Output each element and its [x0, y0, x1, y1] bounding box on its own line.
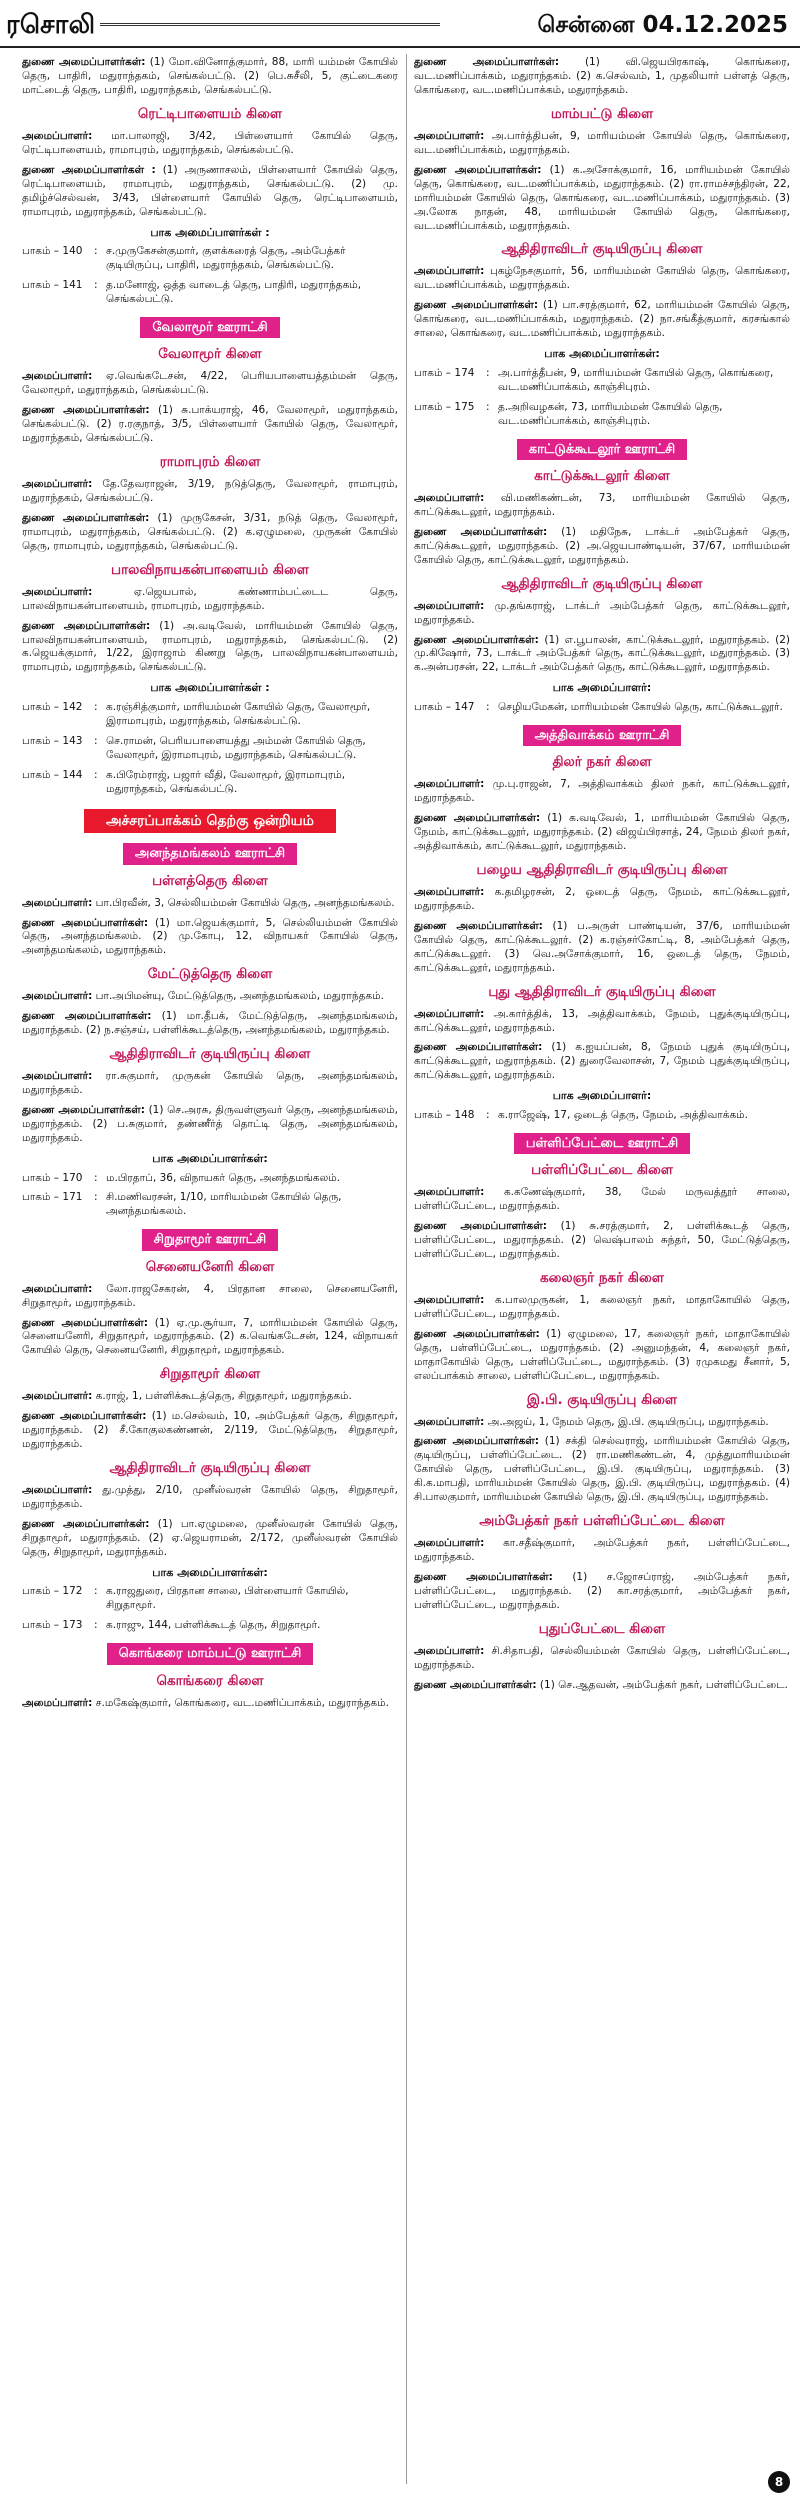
entry-paragraph — [22, 1518, 398, 1560]
booth-person: க.ராஜேஷ், 17, ஒடைத் தெரு, நேமம், அத்திவாக்கம். — [498, 1108, 748, 1121]
branch-heading: மாம்பட்டு கிளை — [550, 105, 654, 122]
entry-paragraph — [414, 1328, 790, 1384]
entry-paragraph — [22, 1317, 398, 1359]
booth-number: பாகம் – 148 — [414, 1108, 475, 1121]
role-label: துணை அமைப்பாளர்கள்: — [22, 619, 151, 632]
masthead-title: ரசொலி — [6, 10, 96, 40]
role-label: துணை அமைப்பாளர்கள்: — [22, 1104, 145, 1117]
branch-heading: செனையனேரி கிளை — [145, 1258, 275, 1275]
panchayat-heading-wrap — [414, 1133, 790, 1154]
role-label: துணை அமைப்பாளர்கள்: — [414, 163, 542, 176]
role-label: அமைப்பாளர்: — [414, 885, 485, 898]
entry-text: அ.பார்த்திபன், 9, மாரியம்மன் கோயில் தெரு, கொங்கரை, வட.மணிப்பாக்கம், மதுராந்தகம். — [414, 129, 790, 156]
entry-text: (1) ப.அருள் பாண்டியன், 37/6, மாரியம்மன் கோயில் தெரு, காட்டுக்கூடலூர். (2) க.ரஞ்சர்கோட்டி, 8, அம்பேத்கர் தெரு, காட்டுக்கூடலூர். (3) வெ.அசோக்குமார், 16, ஒடைத் தெரு, நேமம், காட்டுக்கூடலூர், மதுராந்தகம். — [414, 919, 790, 974]
entry-text: (1) பா.ஏழுமலை, முனீஸ்வரன் கோயில் தெரு, சிறுதாமூர், மதுராந்தகம். (2) ஏ.ஜெயராமன், 2/172, முனீஸ்வரன் கோயில் தெரு, சிறுதாமூர், மதுராந்தகம். — [22, 1518, 398, 1558]
role-label: துணை அமைப்பாளர்கள்: — [22, 1010, 152, 1023]
branch-heading: பள்ளிப்பேட்டை கிளை — [531, 1162, 673, 1179]
entry-paragraph — [22, 1697, 398, 1711]
entry-text: மு.பு.ராஜன், 7, அத்திவாக்கம் திலர் நகர், காட்டுக்கூடலூர், மதுராந்தகம். — [414, 778, 790, 805]
role-label: அமைப்பாளர்: — [22, 896, 93, 909]
role-label: துணை அமைப்பாளர்கள்: — [414, 525, 548, 538]
role-label: அமைப்பாளர்: — [22, 1390, 93, 1403]
branch-heading: ரெட்டிபாளையம் கிளை — [137, 105, 283, 122]
branch-heading: பாலவிநாயகன்பாளையம் கிளை — [111, 561, 309, 578]
branch-heading: இ.பி. குடியிருப்பு கிளை — [526, 1391, 678, 1408]
booth-colon: : — [94, 1619, 98, 1632]
entry-paragraph — [22, 1070, 398, 1098]
entry-text: (1) சு.சரத்குமார், 2, பள்ளிக்கூடத் தெரு, பள்ளிப்பேட்டை, மதுராந்தகம். (2) வெஷ்பாலம் சுந்தர், 50, மேட்டுத்தெரு, பள்ளிப்பேட்டை, மதுராந்தகம். — [414, 1220, 790, 1260]
branch-heading: ஆதிதிராவிடர் குடியிருப்பு கிளை — [501, 575, 703, 592]
booth-entry — [22, 245, 398, 273]
entry-paragraph — [414, 1679, 790, 1693]
booth-number: பாகம் – 140 — [22, 245, 83, 258]
booth-person: செழியமேகன், மாரியம்மன் கோயில் தெரு, காட்டுக்கூடலூர். — [498, 700, 783, 713]
role-label: துணை அமைப்பாளர்கள்: — [414, 1435, 539, 1448]
booth-number: பாகம் – 143 — [22, 734, 83, 747]
entry-paragraph — [22, 370, 398, 398]
branch-heading: மேட்டுத்தெரு கிளை — [147, 966, 273, 983]
booth-colon: : — [486, 700, 490, 713]
entry-text: அ.கார்த்திக், 13, அத்திவாக்கம், நேமம், புதுக்குடியிருப்பு, காட்டுக்கூடலூர், மதுராந்தகம். — [414, 1007, 790, 1034]
entry-text: (1) மதிநேசு, டாக்டர் அம்பேத்கர் தெரு, காட்டுக்கூடலூர், மதுராந்தகம். (2) அ.ஜெயபாண்டியன், 37/67, மாரியம்மன் கோயில் தெரு, காட்டுக்கூடலூர், மதுராந்தகம். — [414, 525, 790, 566]
role-label: அமைப்பாளர்: — [22, 990, 93, 1003]
entry-text: (1) செ.அரசு, திருவள்ளுவர் தெரு, அனந்தமங்கலம், மதுராந்தகம். (2) ப.சுகுமார், தண்ணீர்த் தொட்டி தெரு, அனந்தமங்கலம், மதுராந்தகம். — [22, 1104, 398, 1144]
entry-text: (1) மா.தீபக், மேட்டுத்தெரு, அனந்தமங்கலம், மதுராந்தகம். (2) ந.சஞ்சய், பள்ளிக்கூடத்தெரு, அனந்தமங்கலம், மதுராந்தகம். — [22, 1010, 398, 1037]
booth-colon: : — [94, 279, 98, 292]
entry-paragraph — [22, 586, 398, 614]
booth-colon: : — [486, 1108, 490, 1121]
entry-paragraph — [414, 812, 790, 854]
entry-paragraph — [414, 1435, 790, 1505]
entry-paragraph — [22, 1104, 398, 1146]
union-heading: அச்சரப்பாக்கம் தெற்கு ஒன்றியம் — [84, 809, 336, 834]
booth-entry — [22, 279, 398, 307]
panchayat-heading: பள்ளிப்பேட்டை ஊராட்சி — [514, 1133, 690, 1154]
entry-paragraph — [22, 404, 398, 446]
entry-paragraph — [414, 1186, 790, 1214]
panchayat-heading: கொங்கரை மாம்பட்டு ஊராட்சி — [107, 1643, 314, 1664]
booth-section-heading: பாக அமைப்பாளர்கள்: — [152, 1151, 268, 1165]
booth-entry — [414, 367, 790, 395]
branch-heading: வேலாமூர் கிளை — [158, 346, 262, 363]
role-label: அமைப்பாளர்: — [414, 1007, 485, 1020]
role-label: துணை அமைப்பாளர்கள்: — [414, 919, 543, 932]
booth-number: பாகம் – 174 — [414, 366, 475, 379]
branch-heading: புதுப்பேட்டை கிளை — [538, 1620, 666, 1637]
role-label: அமைப்பாளர்: — [414, 1186, 485, 1199]
role-label: அமைப்பாளர்: — [414, 1644, 485, 1657]
entry-paragraph — [22, 1410, 398, 1452]
booth-person: த.மனோஜ், ஒத்த வாடைத் தெரு, பாதிரி, மதுராந்தகம், செங்கல்பட்டு. — [106, 279, 362, 306]
entry-text: மா.பாலாஜி, 3/42, பிள்ளையார் கோயில் தெரு, ரெட்டிபாளையம், ராமாபுரம், மதுராந்தகம், செங்கல்பட்டு. — [22, 129, 398, 156]
entry-text: (1) க.வடிவேல், 1, மாரியம்மன் கோயில் தெரு, நேமம், காட்டுக்கூடலூர், மதுராந்தகம். (2) விஜய்பிரசாத், 24, நேமம் திலர் நகர், அத்திவாக்கம், காட்டுக்கூடலூர், மதுராந்தகம். — [414, 812, 790, 852]
booth-section-heading: பாக அமைப்பாளர்கள் : — [150, 225, 270, 239]
role-label: அமைப்பாளர்: — [414, 265, 485, 278]
panchayat-heading-wrap — [22, 317, 398, 338]
booth-number: பாகம் – 141 — [22, 279, 83, 292]
role-label: அமைப்பாளர்: — [22, 129, 93, 142]
role-label: துணை அமைப்பாளர்கள்: — [414, 1678, 537, 1691]
entry-text: புகழ்நேசகுமார், 56, மாரியம்மன் கோயில் தெரு, கொங்கரை, வட.மணிப்பாக்கம், மதுராந்தகம். — [414, 265, 790, 292]
entry-text: (1) முருகேசன், 3/31, நடுத் தெரு, வேலாமூர், ராமாபுரம், மதுராந்தகம், செங்கல்பட்டு. (2) க.ஏழுமலை, முருகன் கோயில் தெரு, ராமாபுரம், மதுராந்தகம், செங்கல்பட்டு. — [22, 511, 398, 552]
entry-text: (1) ச.ஜோசப்ராஜ், அம்பேத்கர் நகர், பள்ளிப்பேட்டை, மதுராந்தகம். (2) கா.சரத்குமார், அம்பேத்கர் நகர், பள்ளிப்பேட்டை, மதுராந்தகம். — [414, 1571, 790, 1612]
branch-heading: ராமாபுரம் கிளை — [159, 453, 261, 470]
left-column — [22, 54, 398, 1717]
entry-text: (1) மோ.வினோத்குமார், 88, மாரி யம்மன் கோயில் தெரு, பாதிரி, மதுராந்தகம், செங்கல்பட்டு. (2) பெ.சுசீலி, 5, குட்டைகரை மாட்டைத் தெரு, பாதிரி, மதுராந்தகம், செங்கல்பட்டு. — [22, 56, 398, 96]
entry-text: பா.பிரவீன், 3, செல்லியம்மன் கோயில் தெரு, அனந்தமங்கலம். — [92, 896, 395, 909]
booth-entry — [22, 1585, 398, 1613]
union-heading-wrap — [22, 809, 398, 834]
entry-text: க.பாலமுருகன், 1, கலைஞர் நகர், மாதாகோயில் தெரு, பள்ளிப்பேட்டை, மதுராந்தகம். — [414, 1293, 790, 1320]
panchayat-heading-wrap — [414, 725, 790, 746]
role-label: துணை அமைப்பாளர்கள்: — [414, 1327, 540, 1340]
entry-text: க.ராஜ், 1, பள்ளிக்கூடத்தெரு, சிறுதாமூர், மதுராந்தகம். — [92, 1390, 352, 1403]
role-label: அமைப்பாளர்: — [414, 1537, 485, 1550]
panchayat-heading: வேலாமூர் ஊராட்சி — [140, 317, 279, 338]
booth-entry — [22, 1172, 398, 1186]
right-column — [414, 54, 790, 1699]
entry-paragraph — [414, 164, 790, 234]
booth-entry — [22, 769, 398, 797]
entry-text: சி.சிதாபதி, செல்லியம்மன் கோயில் தெரு, பள்ளிப்பேட்டை, மதுராந்தகம். — [414, 1644, 790, 1671]
branch-heading: ஆதிதிராவிடர் குடியிருப்பு கிளை — [501, 241, 703, 258]
entry-text: (1) அ.வடிவேல், மாரியம்மன் கோயில் தெரு, பாலவிநாயகன்பாளையம், ராமாபுரம், மதுராந்தகம், செங்கல்பட்டு. (2) க.ஜெயக்குமார், 1/22, இராஜாம் கிணறு தெரு, பாலவிநாயகன்பாளையம், ராமாபுரம், மதுராந்தகம், செங்கல்பட்டு. — [22, 619, 398, 674]
role-label: அமைப்பாளர்: — [22, 1484, 93, 1497]
role-label: துணை அமைப்பாளர்கள் : — [22, 163, 156, 176]
entry-text: (1) பா.சரத்குமார், 62, மாரியம்மன் கோயில் தெரு, கொங்கரை, வட.மணிப்பாக்கம், மதுராந்தகம். (2) நா.சங்கீத்குமார், கரசங்கால் சாலை, கொங்கரை, வட.மணிப்பாக்கம், மதுராந்தகம். — [414, 299, 790, 340]
entry-text: வி.மணிகண்டன், 73, மாரியம்மன் கோயில் தெரு, காட்டுக்கூடலூர், மதுராந்தகம். — [414, 491, 790, 518]
booth-entry — [414, 701, 790, 715]
booth-person: க.ராஜதுரை, பிரதான சாலை, பிள்ளையார் கோயில், சிறுதாமூர். — [106, 1585, 349, 1612]
role-label: அமைப்பாளர்: — [414, 1293, 485, 1306]
booth-person: சி.மணிவரசன், 1/10, மாரியம்மன் கோயில் தெரு, அனந்தமங்கலம். — [106, 1191, 342, 1218]
role-label: அமைப்பாளர்: — [22, 370, 93, 383]
column-divider — [406, 54, 407, 2484]
entry-text: (1) க.ஐயப்பன், 8, நேமம் புதுக் குடியிருப்பு, காட்டுக்கூடலூர், மதுராந்தகம். (2) துரைவேலாசன், 7, நேமம் புதுக்குடியிருப்பு, காட்டுக்கூடலூர், மதுராந்தகம். — [414, 1041, 790, 1082]
role-label: துணை அமைப்பாளர்கள்: — [414, 633, 539, 646]
entry-text: (1) ம.செல்வம், 10, அம்பேத்கர் தெரு, சிறுதாமூர், மதுராந்தகம். (2) சீ.கோகுலகண்ணன், 2/119, மேட்டுத்தெரு, சிறுதாமூர், மதுராந்தகம். — [22, 1410, 398, 1451]
entry-paragraph — [414, 1571, 790, 1613]
entry-paragraph — [414, 1537, 790, 1565]
booth-number: பாகம் – 173 — [22, 1619, 83, 1632]
role-label: அமைப்பாளர்: — [22, 585, 93, 598]
branch-heading: ஆதிதிராவிடர் குடியிருப்பு கிளை — [109, 1460, 311, 1477]
booth-person: த.அறிவழகன், 73, மாரியம்மன் கோயில் தெரு, வட.மணிப்பாக்கம், காஞ்சிபுரம். — [498, 400, 723, 427]
entry-paragraph — [414, 600, 790, 628]
role-label: துணை அமைப்பாளர்கள்: — [22, 1518, 150, 1530]
booth-section-heading: பாக அமைப்பாளர்கள்: — [152, 1565, 268, 1579]
role-label: துணை அமைப்பாளர்கள்: — [22, 511, 150, 524]
entry-paragraph — [22, 990, 398, 1004]
page-number: 8 — [768, 2471, 790, 2493]
entry-text: ஏ.வெங்கடேசன், 4/22, பெரியபாளையத்தம்மன் தெரு, வேலாமூர், மதுராந்தகம், செங்கல்பட்டு. — [22, 370, 398, 397]
entry-paragraph — [414, 1041, 790, 1083]
entry-text: (1) சக்தி செல்வராஜ், மாரியம்மன் கோயில் தெரு, குடியிருப்பு, பள்ளிப்பேட்டை. (2) ரா.மணிகண்டன், 4, முத்துமாரியம்மன் கோயில் தெரு, பள்ளிப்பேட்டை, இ.பி. குடியிருப்பு, மதுராந்தகம். (3) கி.க.மாபதி, மாரியம்மன் கோயில் தெரு, இ.பி. குடியிருப்பு, மதுராந்தகம். (4) சி.பாலகுமார், மாரியம்மன் கோயில் தெரு, இ.பி. குடியிருப்பு, மதுராந்தகம். — [414, 1435, 790, 1504]
entry-paragraph — [414, 56, 790, 98]
booth-colon: : — [94, 1585, 98, 1598]
entry-text: கா.சதீஷ்குமார், அம்பேத்கர் நகர், பள்ளிப்பேட்டை, மதுராந்தகம். — [414, 1537, 790, 1564]
booth-entry — [22, 701, 398, 729]
booth-entry — [22, 1619, 398, 1633]
edition-date: சென்னை 04.12.2025 — [537, 12, 788, 38]
booth-person: அ.பார்த்தீபன், 9, மாரியம்மன் கோயில் தெரு, கொங்கரை, வட.மணிப்பாக்கம், காஞ்சிபுரம். — [498, 366, 774, 393]
booth-colon: : — [94, 734, 98, 747]
booth-number: பாகம் – 170 — [22, 1171, 83, 1184]
panchayat-heading-wrap — [414, 439, 790, 460]
booth-section-heading: பாக அமைப்பாளர்: — [552, 1089, 652, 1103]
branch-heading: புது ஆதிதிராவிடர் குடியிருப்பு கிளை — [488, 983, 716, 1000]
entry-text: மு.தங்கராஜ், டாக்டர் அம்பேத்கர் தெரு, காட்டுக்கூடலூர், மதுராந்தகம். — [414, 599, 790, 626]
role-label: துணை அமைப்பாளர்கள்: — [22, 1316, 148, 1329]
panchayat-heading: அனந்தமங்கலம் ஊராட்சி — [123, 843, 297, 864]
booth-entry — [414, 1109, 790, 1123]
booth-section-heading: பாக அமைப்பாளர்: — [552, 681, 652, 695]
branch-heading: காட்டுக்கூடலூர் கிளை — [534, 467, 670, 484]
header-rule — [100, 23, 440, 26]
entry-text: (1) சு.பாக்யராஜ், 46, வேலாமூர், மதுராந்தகம், செங்கல்பட்டு. (2) ர.ரகுநாத், 3/5, பிள்ளையார் கோயில் தெரு, வேலாமூர், மதுராந்தகம், செங்கல்பட்டு. — [22, 404, 398, 445]
entry-paragraph — [414, 1220, 790, 1262]
entry-paragraph — [22, 1390, 398, 1404]
booth-colon: : — [486, 366, 490, 379]
booth-entry — [414, 401, 790, 429]
role-label: துணை அமைப்பாளர்கள்: — [414, 1220, 547, 1233]
panchayat-heading: காட்டுக்கூடலூர் ஊராட்சி — [517, 439, 687, 460]
entry-text: ச.மகேஷ்குமார், கொங்கரை, வட.மணிப்பாக்கம், மதுராந்தகம். — [92, 1696, 389, 1709]
entry-text: க.தமிழரசன், 2, ஒடைத் தெரு, நேமம், காட்டுக்கூடலூர், மதுராந்தகம். — [414, 885, 790, 912]
booth-number: பாகம் – 142 — [22, 700, 83, 713]
role-label: அமைப்பாளர்: — [414, 491, 485, 504]
role-label: துணை அமைப்பாளர்கள்: — [414, 1041, 543, 1054]
booth-number: பாகம் – 144 — [22, 768, 83, 781]
entry-paragraph — [22, 512, 398, 554]
entry-paragraph — [414, 492, 790, 520]
role-label: துணை அமைப்பாளர்கள்: — [22, 56, 146, 68]
entry-text: லோ.ராஜசேகரன், 4, பிரதான சாலை, செனையனேரி, சிறுதாமூர், மதுராந்தகம். — [22, 1282, 398, 1309]
booth-entry — [22, 1191, 398, 1219]
newspaper-header — [0, 0, 800, 48]
panchayat-heading: சிறுதாமூர் ஊராட்சி — [142, 1229, 278, 1250]
entry-paragraph — [414, 778, 790, 806]
entry-text: து.முத்து, 2/10, முனீஸ்வரன் கோயில் தெரு, சிறுதாமூர், மதுராந்தகம். — [22, 1484, 398, 1511]
panchayat-heading-wrap — [22, 1643, 398, 1664]
entry-paragraph — [414, 886, 790, 914]
entry-paragraph — [22, 620, 398, 676]
entry-paragraph — [22, 130, 398, 158]
role-label: அமைப்பாளர்: — [414, 599, 485, 612]
role-label: அமைப்பாளர்: — [22, 1070, 93, 1083]
booth-person: க.ராஜு, 144, பள்ளிக்கூடத் தெரு, சிறுதாமூர். — [106, 1619, 321, 1632]
branch-heading: அம்பேத்கர் நகர் பள்ளிப்பேட்டை கிளை — [479, 1513, 725, 1530]
entry-text: (1) எ.பூபாலன், காட்டுக்கூடலூர், மதுராந்தகம். (2) மு.கிஷோர், 73, டாக்டர் அம்பேத்கர் தெரு, காட்டுக்கூடலூர், மதுராந்தகம். (3) க.அன்பரசன், 22, டாக்டர் அம்பேத்கர் தெரு, காட்டுக்கூடலூர், மதுராந்தகம். — [414, 633, 790, 674]
booth-number: பாகம் – 172 — [22, 1585, 83, 1598]
entry-paragraph — [414, 634, 790, 676]
entry-text: (1) ஏ.மு.சூர்யா, 7, மாரியம்மன் கோயில் தெரு, செனையனேரி, சிறுதாமூர், மதுராந்தகம். (2) க.வெங்கடேசன், 124, விநாயகர் கோயில் தெரு, செனையனேரி, சிறுதாமூர், மதுராந்தகம். — [22, 1316, 398, 1357]
entry-paragraph — [414, 920, 790, 976]
booth-number: பாகம் – 147 — [414, 700, 475, 713]
role-label: துணை அமைப்பாளர்கள்: — [22, 916, 149, 929]
entry-paragraph — [22, 917, 398, 959]
entry-paragraph — [22, 1484, 398, 1512]
role-label: துணை அமைப்பாளர்கள்: — [414, 299, 539, 312]
entry-paragraph — [414, 299, 790, 341]
entry-paragraph — [414, 1008, 790, 1036]
entry-paragraph — [22, 1283, 398, 1311]
entry-text: தே.தேவராஜன், 3/19, நடுத்தெரு, வேலாமூர், ராமாபுரம், மதுராந்தகம், செங்கல்பட்டு. — [22, 477, 398, 504]
entry-paragraph — [414, 130, 790, 158]
branch-heading: பள்ளத்தெரு கிளை — [152, 872, 268, 889]
entry-text: (1) செ.ஆதவன், அம்பேத்கர் நகர், பள்ளிப்பேட்டை. — [536, 1678, 788, 1691]
role-label: துணை அமைப்பாளர்கள்: — [414, 1571, 553, 1584]
role-label: துணை அமைப்பாளர்கள்: — [414, 56, 560, 68]
entry-text: ஏ.ஜெயபால், கண்ணாம்பட்டைட தெரு, பாலவிநாயகன்பாளையம், ராமாபுரம், மதுராந்தகம். — [22, 585, 398, 612]
entry-text: அ.அஜய், 1, நேமம் தெரு, இ.பி. குடியிருப்பு, மதுராந்தகம். — [484, 1415, 769, 1428]
booth-colon: : — [486, 400, 490, 413]
role-label: துணை அமைப்பாளர்கள்: — [22, 404, 150, 417]
entry-text: (1) வி.ஜெயபிரகாஷ், கொங்கரை, வட.மணிப்பாக்கம், மதுராந்தகம். (2) க.செல்வம், 1, முதலியார் பள்ளத் தெரு, கொங்கரை, வட.மணிப்பாக்கம், மதுராந்தகம். — [414, 56, 790, 96]
booth-number: பாகம் – 175 — [414, 400, 475, 413]
entry-paragraph — [22, 164, 398, 220]
branch-heading: கொங்கரை கிளை — [156, 1672, 264, 1689]
role-label: அமைப்பாளர்: — [414, 129, 485, 142]
panchayat-heading: அத்திவாக்கம் ஊராட்சி — [523, 725, 682, 746]
entry-text: க.கணேஷ்குமார், 38, மேல் மருவத்தூர் சாலை, பள்ளிப்பேட்டை, மதுராந்தகம். — [414, 1186, 790, 1213]
entry-paragraph — [22, 1010, 398, 1038]
entry-paragraph — [414, 265, 790, 293]
booth-person: செ.ராமன், பெரியபாளையத்து அம்மன் கோயில் தெரு, வேலாமூர், இராமாபுரம், மதுராந்தகம், செங்கல்பட்டு. — [106, 734, 366, 761]
entry-text: ரா.சுகுமார், முருகன் கோயில் தெரு, அனந்தமங்கலம், மதுராந்தகம். — [22, 1070, 398, 1097]
booth-colon: : — [94, 1191, 98, 1204]
entry-text: பா.அபிமன்யு, மேட்டுத்தெரு, அனந்தமங்கலம், மதுராந்தகம். — [92, 990, 384, 1003]
branch-heading: கலைஞர் நகர் கிளை — [540, 1269, 664, 1286]
booth-person: ச.முருகேசன்குமார், குளக்கரைத் தெரு, அம்பேத்கர் குடியிருப்பு, பாதிரி, மதுராந்தகம், செங்கல்பட்டு. — [106, 245, 346, 272]
role-label: அமைப்பாளர்: — [22, 1282, 93, 1295]
entry-text: (1) க.அசோக்குமார், 16, மாரியம்மன் கோயில் தெரு, கொங்கரை, வட.மணிப்பாக்கம், மதுராந்தகம். (2) ரா.ராமச்சந்திரன், 22, மாரியம்மன் கோயில் தெரு, கொங்கரை, வட.மணிப்பாக்கம், மதுராந்தகம். (3) அ.லோக நாதன், 48, மாரியம்மன் கோயில் தெரு, கொங்கரை, வட.மணிப்பாக்கம், மதுராந்தகம். — [414, 163, 790, 232]
booth-section-heading: பாக அமைப்பாளர்கள் : — [150, 681, 270, 695]
branch-heading: பழைய ஆதிதிராவிடர் குடியிருப்பு கிளை — [476, 861, 728, 878]
panchayat-heading-wrap — [22, 1229, 398, 1250]
entry-text: (1) ஏழுமலை, 17, கலைஞர் நகர், மாதாகோயில் தெரு, பள்ளிப்பேட்டை, மதுராந்தகம். (2) அனுமந்தன், 4, கலைஞர் நகர், மாதாகோயில் தெரு, பள்ளிப்பேட்டை, மதுராந்தகம். (3) ரமுகமது சீனார், 5, எலப்பாக்கம் சாலை, பள்ளிப்பேட்டை, மதுராந்தகம். — [414, 1327, 790, 1382]
booth-person: க.ரஞ்சித்குமார், மாரியம்மன் கோயில் தெரு, வேலாமூர், இராமாபுரம், மதுராந்தகம், செங்கல்பட்டு. — [106, 700, 371, 727]
content-columns — [22, 54, 790, 2484]
entry-paragraph — [414, 1645, 790, 1673]
branch-heading: ஆதிதிராவிடர் குடியிருப்பு கிளை — [109, 1046, 311, 1063]
booth-colon: : — [94, 1171, 98, 1184]
branch-heading: சிறுதாமூர் கிளை — [159, 1366, 261, 1383]
entry-paragraph — [414, 526, 790, 568]
booth-colon: : — [94, 700, 98, 713]
role-label: துணை அமைப்பாளர்கள்: — [22, 1410, 147, 1423]
role-label: அமைப்பாளர்: — [414, 1415, 485, 1428]
entry-paragraph — [414, 1416, 790, 1430]
panchayat-heading-wrap — [22, 843, 398, 864]
entry-text: (1) மா.ஜெயக்குமார், 5, செல்லியம்மன் கோயில் தெரு, அனந்தமங்கலம். (2) மு.கோபு, 12, விநாயகர் கோயில் தெரு, அனந்தமங்கலம், மதுராந்தகம். — [22, 916, 398, 957]
booth-colon: : — [94, 768, 98, 781]
entry-paragraph — [22, 56, 398, 98]
entry-paragraph — [22, 897, 398, 911]
role-label: அமைப்பாளர்: — [414, 778, 485, 791]
branch-heading: திலர் நகர் கிளை — [552, 754, 652, 771]
role-label: அமைப்பாளர்: — [22, 477, 93, 490]
role-label: அமைப்பாளர்: — [22, 1696, 93, 1709]
booth-person: ம.பிரதாப், 36, விநாயகர் தெரு, அனந்தமங்கலம். — [106, 1171, 341, 1184]
role-label: துணை அமைப்பாளர்கள்: — [414, 812, 541, 825]
entry-paragraph — [414, 1294, 790, 1322]
entry-text: (1) அருணாசலம், பிள்ளையார் கோயில் தெரு, ரெட்டிபாளையம், ராமாபுரம், மதுராந்தகம், செங்கல்பட்டு. (2) மு. தமிழ்ச்செல்வன், 3/43, பிள்ளையார் கோயில் தெரு, ரெட்டிபாளையம், ராமாபுரம், மதுராந்தகம், செங்கல்பட்டு. — [22, 163, 398, 218]
booth-section-heading: பாக அமைப்பாளர்கள்: — [544, 347, 660, 361]
entry-paragraph — [22, 478, 398, 506]
booth-entry — [22, 735, 398, 763]
booth-number: பாகம் – 171 — [22, 1191, 83, 1204]
booth-colon: : — [94, 245, 98, 258]
booth-person: க.பிரேம்ராஜ், பஜார் வீதி, வேலாமூர், இராமாபுரம், மதுராந்தகம், செங்கல்பட்டு. — [106, 768, 346, 795]
